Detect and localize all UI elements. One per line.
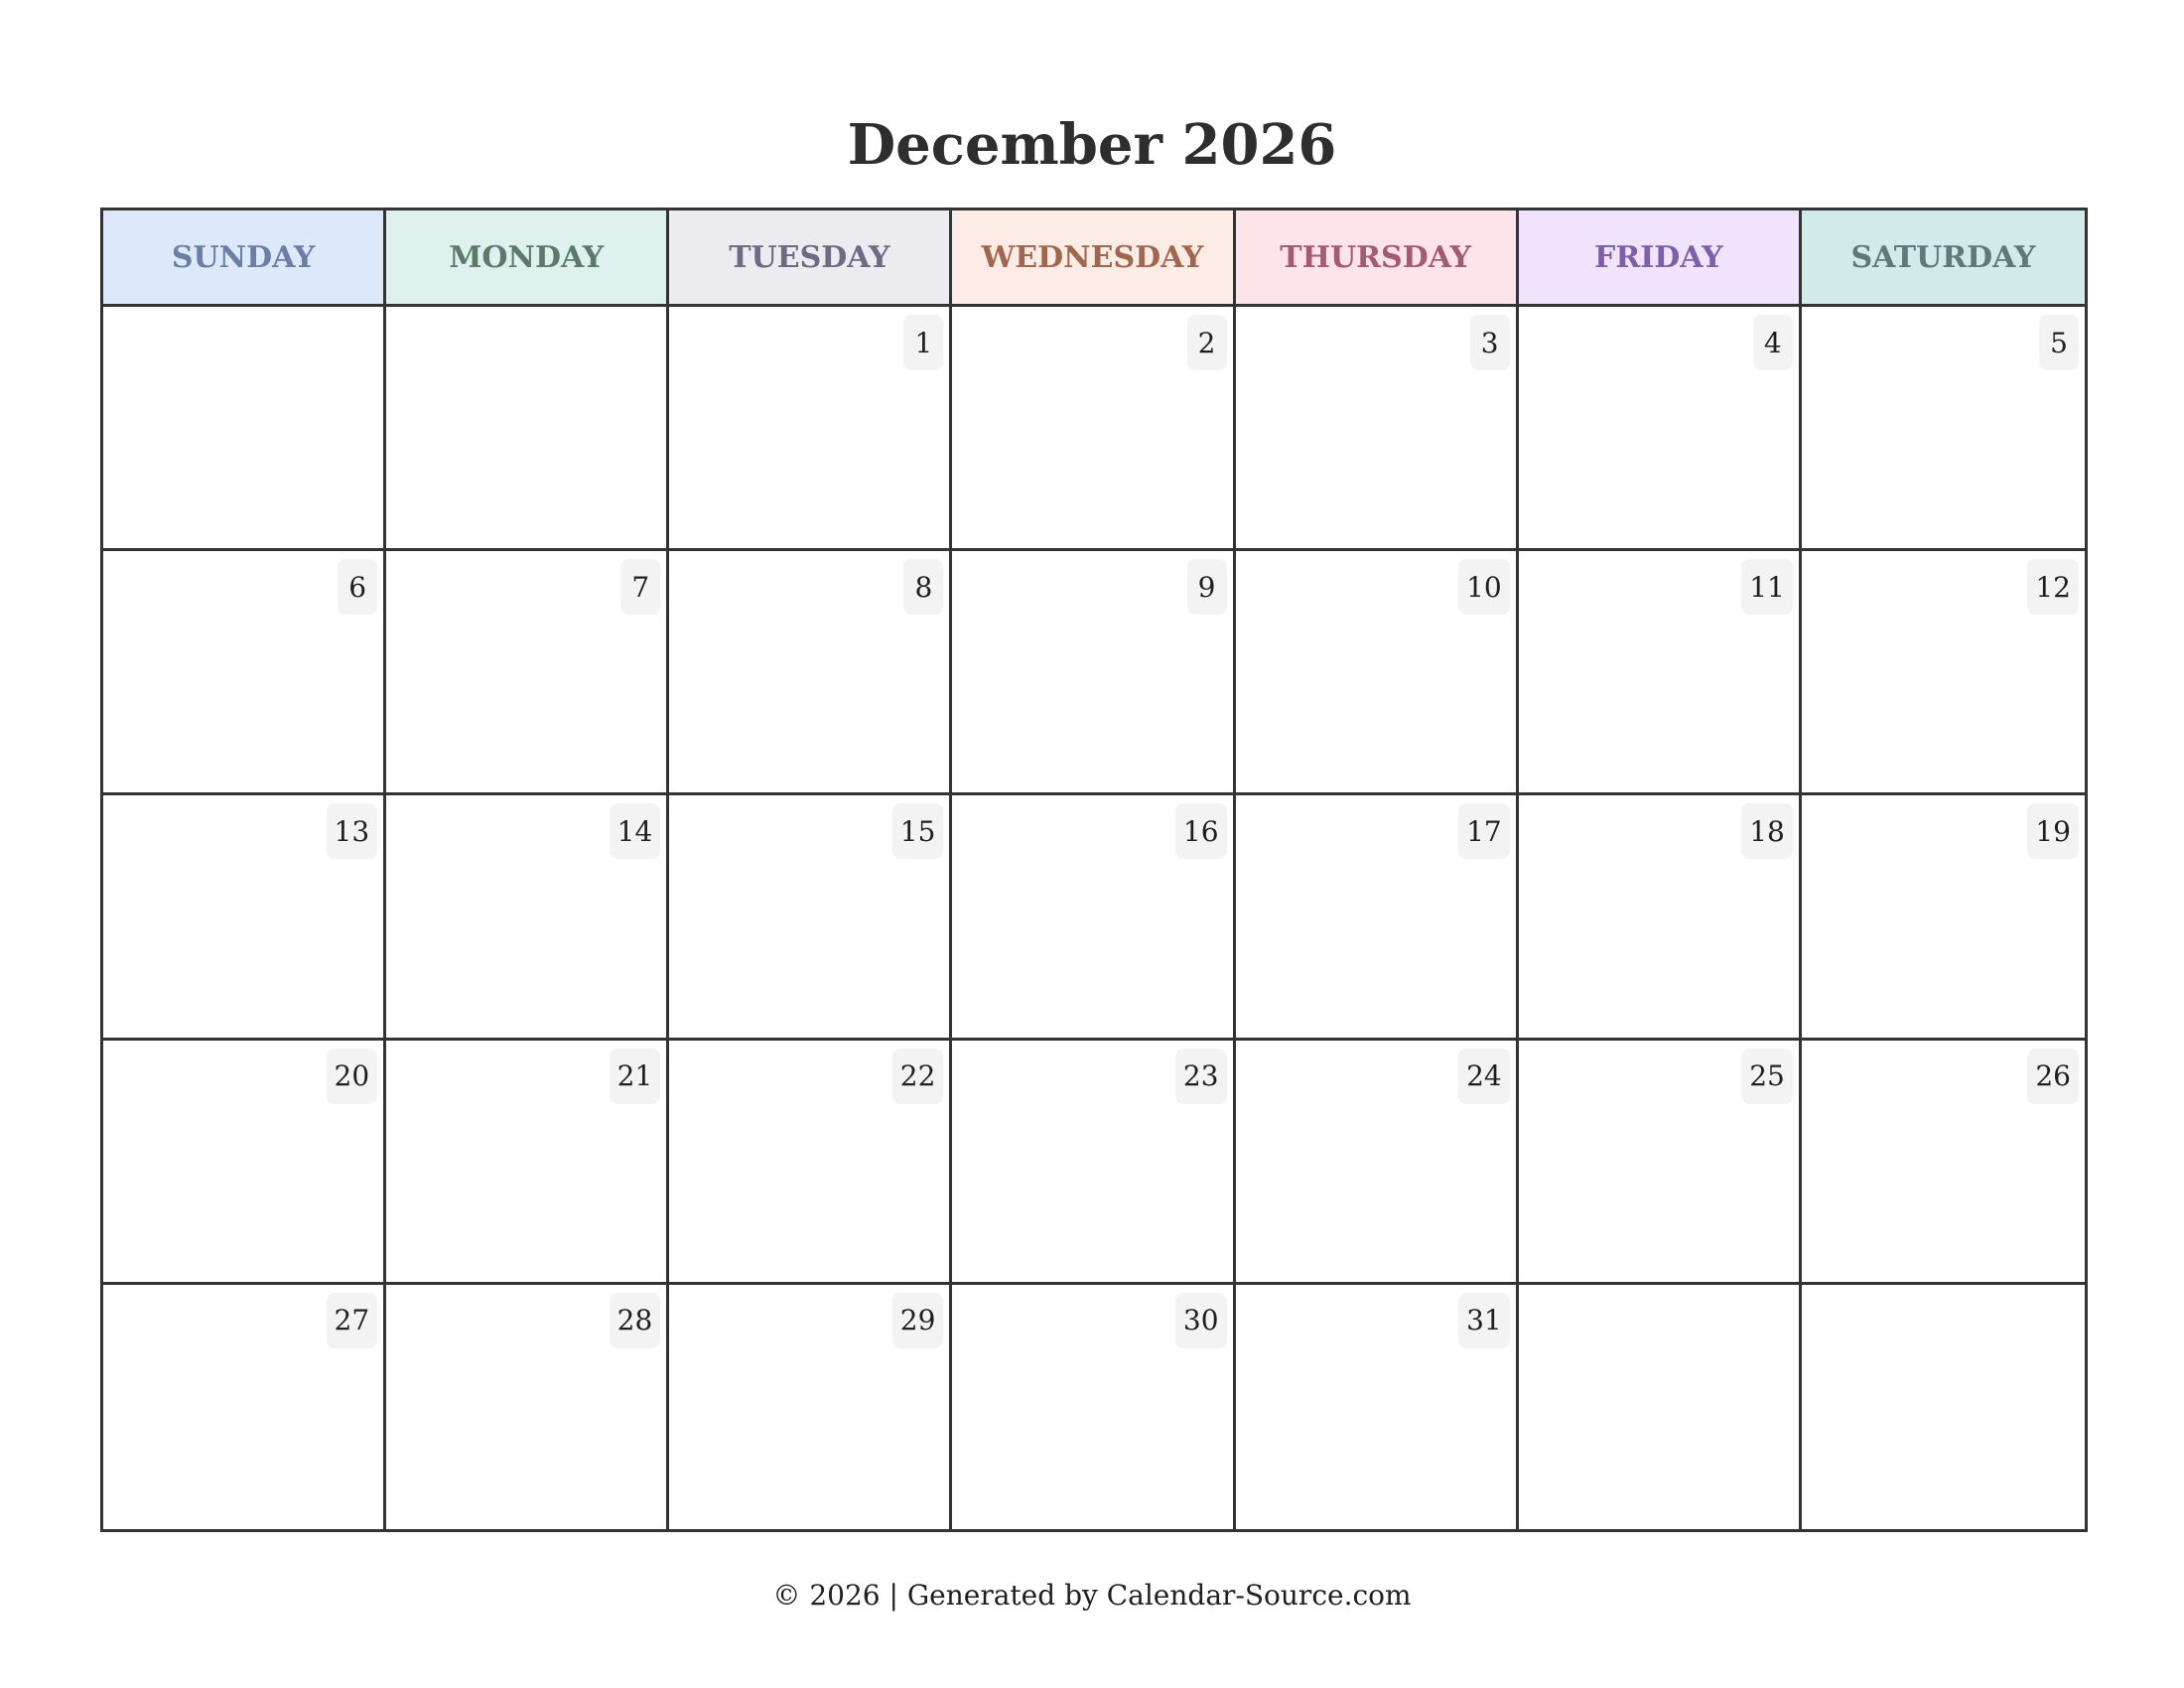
calendar-day-cell[interactable] <box>1236 1285 1519 1529</box>
calendar-day-cell[interactable] <box>1236 795 1519 1040</box>
calendar-day-cell[interactable] <box>386 795 669 1040</box>
calendar-day-cell[interactable] <box>1519 551 1802 795</box>
date-number: 2 <box>1187 315 1227 370</box>
date-number: 18 <box>1741 803 1793 859</box>
calendar-empty-cell <box>1802 1285 2085 1529</box>
calendar-day-cell[interactable] <box>386 551 669 795</box>
calendar-day-cell[interactable] <box>103 1285 386 1529</box>
calendar-day-cell[interactable] <box>1236 1041 1519 1285</box>
date-number: 25 <box>1741 1049 1793 1104</box>
date-number: 24 <box>1458 1049 1510 1104</box>
date-number: 22 <box>892 1049 944 1104</box>
weekday-header-wednesday: WEDNESDAY <box>952 211 1235 307</box>
date-number: 7 <box>620 559 660 615</box>
date-number: 13 <box>327 803 378 859</box>
calendar-day-cell[interactable] <box>952 1041 1235 1285</box>
date-number: 9 <box>1187 559 1227 615</box>
date-number: 21 <box>610 1049 661 1104</box>
calendar-day-cell[interactable] <box>103 1041 386 1285</box>
date-number: 15 <box>892 803 944 859</box>
calendar-empty-cell <box>103 307 386 551</box>
date-number: 12 <box>2027 559 2079 615</box>
calendar-day-cell[interactable] <box>103 795 386 1040</box>
calendar-day-cell[interactable] <box>1519 795 1802 1040</box>
calendar-day-cell[interactable] <box>1519 307 1802 551</box>
calendar-day-cell[interactable] <box>952 551 1235 795</box>
calendar-day-cell[interactable] <box>952 795 1235 1040</box>
date-number: 14 <box>610 803 661 859</box>
date-number: 19 <box>2027 803 2079 859</box>
calendar-day-cell[interactable] <box>669 551 952 795</box>
date-number: 26 <box>2027 1049 2079 1104</box>
date-number: 29 <box>892 1293 944 1348</box>
page-title: December 2026 <box>847 112 1337 178</box>
date-number: 27 <box>327 1293 378 1348</box>
calendar-empty-cell <box>1519 1285 1802 1529</box>
weekday-header-thursday: THURSDAY <box>1236 211 1519 307</box>
date-number: 8 <box>903 559 943 615</box>
date-number: 6 <box>338 559 377 615</box>
date-number: 31 <box>1458 1293 1510 1348</box>
date-number: 28 <box>610 1293 661 1348</box>
calendar-day-cell[interactable] <box>103 551 386 795</box>
calendar-day-cell[interactable] <box>1236 307 1519 551</box>
date-number: 23 <box>1175 1049 1227 1104</box>
calendar-day-cell[interactable] <box>1802 551 2085 795</box>
date-number: 17 <box>1458 803 1510 859</box>
date-number: 30 <box>1175 1293 1227 1348</box>
calendar-day-cell[interactable] <box>1519 1041 1802 1285</box>
date-number: 11 <box>1741 559 1793 615</box>
calendar-day-cell[interactable] <box>1236 551 1519 795</box>
date-number: 16 <box>1175 803 1227 859</box>
weekday-header-sunday: SUNDAY <box>103 211 386 307</box>
date-number: 10 <box>1458 559 1510 615</box>
date-number: 3 <box>1470 315 1510 370</box>
calendar-day-cell[interactable] <box>952 1285 1235 1529</box>
calendar-day-cell[interactable] <box>1802 307 2085 551</box>
date-number: 4 <box>1753 315 1793 370</box>
calendar-empty-cell <box>386 307 669 551</box>
calendar-day-cell[interactable] <box>386 1041 669 1285</box>
calendar-grid <box>100 208 2088 1532</box>
calendar-day-cell[interactable] <box>669 795 952 1040</box>
date-number: 1 <box>903 315 943 370</box>
weekday-header-saturday: SATURDAY <box>1802 211 2085 307</box>
calendar-day-cell[interactable] <box>1802 795 2085 1040</box>
footer-credit: © 2026 | Generated by Calendar-Source.com <box>772 1579 1412 1612</box>
calendar-day-cell[interactable] <box>952 307 1235 551</box>
date-number: 5 <box>2039 315 2079 370</box>
weekday-header-tuesday: TUESDAY <box>669 211 952 307</box>
calendar-day-cell[interactable] <box>669 1041 952 1285</box>
calendar-day-cell[interactable] <box>1802 1041 2085 1285</box>
calendar-day-cell[interactable] <box>669 307 952 551</box>
calendar-day-cell[interactable] <box>386 1285 669 1529</box>
weekday-header-monday: MONDAY <box>386 211 669 307</box>
calendar-day-cell[interactable] <box>669 1285 952 1529</box>
weekday-header-friday: FRIDAY <box>1519 211 1802 307</box>
date-number: 20 <box>327 1049 378 1104</box>
